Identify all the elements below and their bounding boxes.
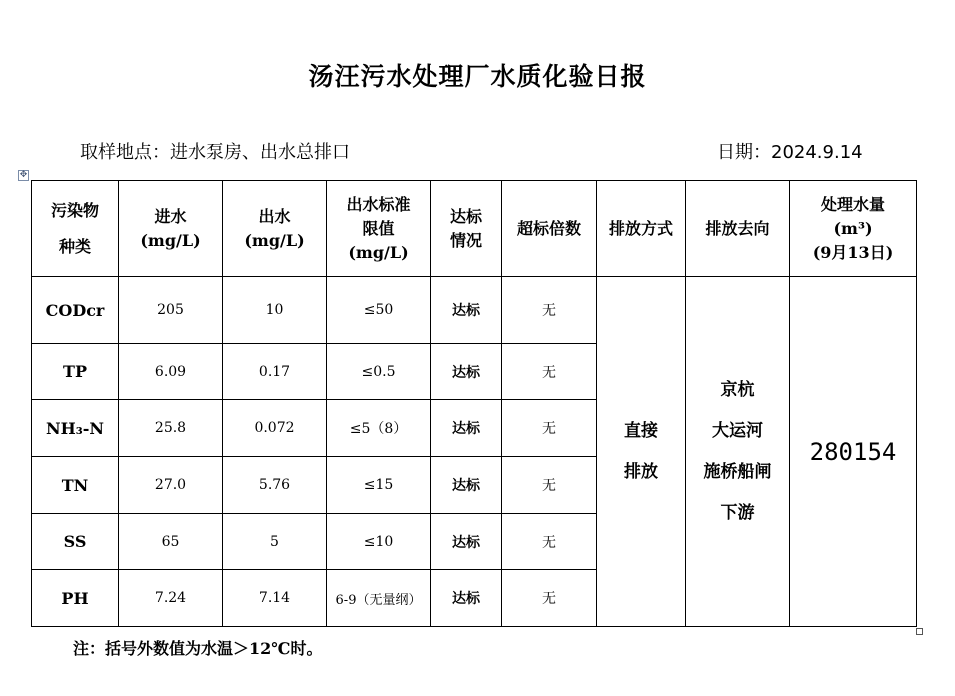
- exceed-cell: 无: [502, 344, 597, 400]
- exceed-cell: 无: [502, 457, 597, 514]
- status-cell: 达标: [431, 277, 502, 344]
- header-limit: 出水标准 限值 (mg/L): [327, 181, 431, 277]
- header-volume: 处理水量 (m³) (9月13日): [790, 181, 917, 277]
- limit-cell: ≤10: [327, 514, 431, 570]
- pollutant-cell: PH: [32, 570, 119, 627]
- header-inflow: 进水 (mg/L): [119, 181, 223, 277]
- header-outflow: 出水 (mg/L): [223, 181, 327, 277]
- footnote: 注：括号外数值为水温＞12℃时。: [73, 639, 323, 658]
- status-cell: 达标: [431, 514, 502, 570]
- inflow-cell: 205: [119, 277, 223, 344]
- outflow-cell: 5: [223, 514, 327, 570]
- limit-cell: ≤5（8）: [327, 400, 431, 457]
- report-date: 日期：2024.9.14: [717, 142, 863, 163]
- outflow-cell: 7.14: [223, 570, 327, 627]
- treated-volume-cell: 280154: [790, 277, 917, 627]
- outflow-cell: 0.072: [223, 400, 327, 457]
- status-cell: 达标: [431, 570, 502, 627]
- exceed-cell: 无: [502, 514, 597, 570]
- pollutant-cell: NH₃-N: [32, 400, 119, 457]
- inflow-cell: 65: [119, 514, 223, 570]
- report-title: 汤汪污水处理厂水质化验日报: [308, 62, 647, 91]
- inflow-cell: 25.8: [119, 400, 223, 457]
- inflow-cell: 7.24: [119, 570, 223, 627]
- limit-cell: ≤50: [327, 277, 431, 344]
- header-destination: 排放去向: [686, 181, 790, 277]
- header-pollutant: 污染物 种类: [32, 181, 119, 277]
- exceed-cell: 无: [502, 570, 597, 627]
- status-cell: 达标: [431, 344, 502, 400]
- move-handle-icon[interactable]: ✥: [19, 170, 28, 180]
- exceed-cell: 无: [502, 277, 597, 344]
- pollutant-cell: CODcr: [32, 277, 119, 344]
- limit-cell: ≤0.5: [327, 344, 431, 400]
- discharge-destination-cell: 京杭 大运河 施桥船闸 下游: [686, 277, 790, 627]
- pollutant-cell: SS: [32, 514, 119, 570]
- table-header-row: [32, 181, 917, 277]
- header-exceed: 超标倍数: [502, 181, 597, 277]
- inflow-cell: 27.0: [119, 457, 223, 514]
- sampling-location: 取样地点：进水泵房、出水总排口: [80, 142, 350, 163]
- exceed-cell: 无: [502, 400, 597, 457]
- pollutant-cell: TP: [32, 344, 119, 400]
- discharge-method-cell: 直接 排放: [597, 277, 686, 627]
- outflow-cell: 5.76: [223, 457, 327, 514]
- water-quality-table: [31, 180, 917, 627]
- outflow-cell: 10: [223, 277, 327, 344]
- header-method: 排放方式: [597, 181, 686, 277]
- resize-handle-icon[interactable]: [916, 628, 923, 635]
- limit-cell: 6-9（无量纲）: [327, 570, 431, 627]
- pollutant-cell: TN: [32, 457, 119, 514]
- inflow-cell: 6.09: [119, 344, 223, 400]
- limit-cell: ≤15: [327, 457, 431, 514]
- status-cell: 达标: [431, 400, 502, 457]
- header-status: 达标 情况: [431, 181, 502, 277]
- table-row: [32, 277, 917, 344]
- outflow-cell: 0.17: [223, 344, 327, 400]
- status-cell: 达标: [431, 457, 502, 514]
